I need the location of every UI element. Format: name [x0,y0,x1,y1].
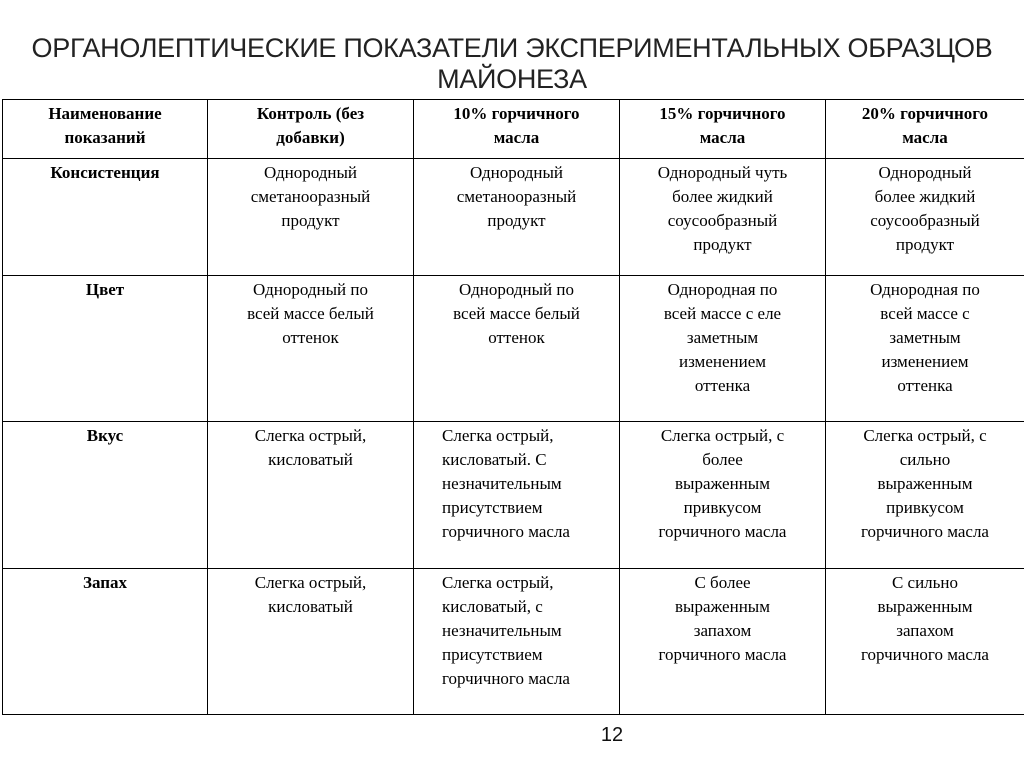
table-cell: Однородная по всей массе с заметным изменением оттенка [826,276,1024,422]
page-title [0,33,1024,95]
table-cell: Однородный более жидкий соусообразный продукт [826,159,1024,276]
table-cell: Однородная по всей массе с еле заметным изменением оттенка [620,276,826,422]
title-line-1: ОРГАНОЛЕПТИЧЕСКИЕ ПОКАЗАТЕЛИ ЭКСПЕРИМЕНТАЛЬНЫХ ОБРАЗЦОВ [31,33,993,63]
row-label-color: Цвет [3,276,208,422]
table-cell: Слегка острый, кисловатый, с незначительным присутствием горчичного масла [414,569,620,715]
table-cell: С более выраженным запахом горчичного масла [620,569,826,715]
table-row [3,569,1024,715]
table-header-row [3,100,1024,159]
table-cell: Однородный сметанооразный продукт [414,159,620,276]
header-20-percent: 20% горчичного масла [826,100,1024,159]
row-label-smell: Запах [3,569,208,715]
page-number: 12 [600,724,624,746]
header-indicator-name: Наименование показаний [3,100,208,159]
organoleptic-table [2,99,1024,715]
table-cell: Однородный по всей массе белый оттенок [208,276,414,422]
row-label-taste: Вкус [3,422,208,569]
table-cell: Слегка острый, кисловатый [208,569,414,715]
table-row [3,159,1024,276]
table-cell: Слегка острый, с сильно выраженным привкусом горчичного масла [826,422,1024,569]
table-cell: Слегка острый, кисловатый [208,422,414,569]
title-line-2: МАЙОНЕЗА [437,64,587,94]
table-cell: Слегка острый, кисловатый. С незначительным присутствием горчичного масла [414,422,620,569]
table-row [3,422,1024,569]
table-cell: Однородный чуть более жидкий соусообразный продукт [620,159,826,276]
table-row [3,276,1024,422]
table-cell: Однородный по всей массе белый оттенок [414,276,620,422]
table-cell: Однородный сметанооразный продукт [208,159,414,276]
header-15-percent: 15% горчичного масла [620,100,826,159]
table-cell: Слегка острый, с более выраженным привкусом горчичного масла [620,422,826,569]
header-control: Контроль (без добавки) [208,100,414,159]
header-10-percent: 10% горчичного масла [414,100,620,159]
row-label-consistency: Консистенция [3,159,208,276]
table-cell: С сильно выраженным запахом горчичного масла [826,569,1024,715]
